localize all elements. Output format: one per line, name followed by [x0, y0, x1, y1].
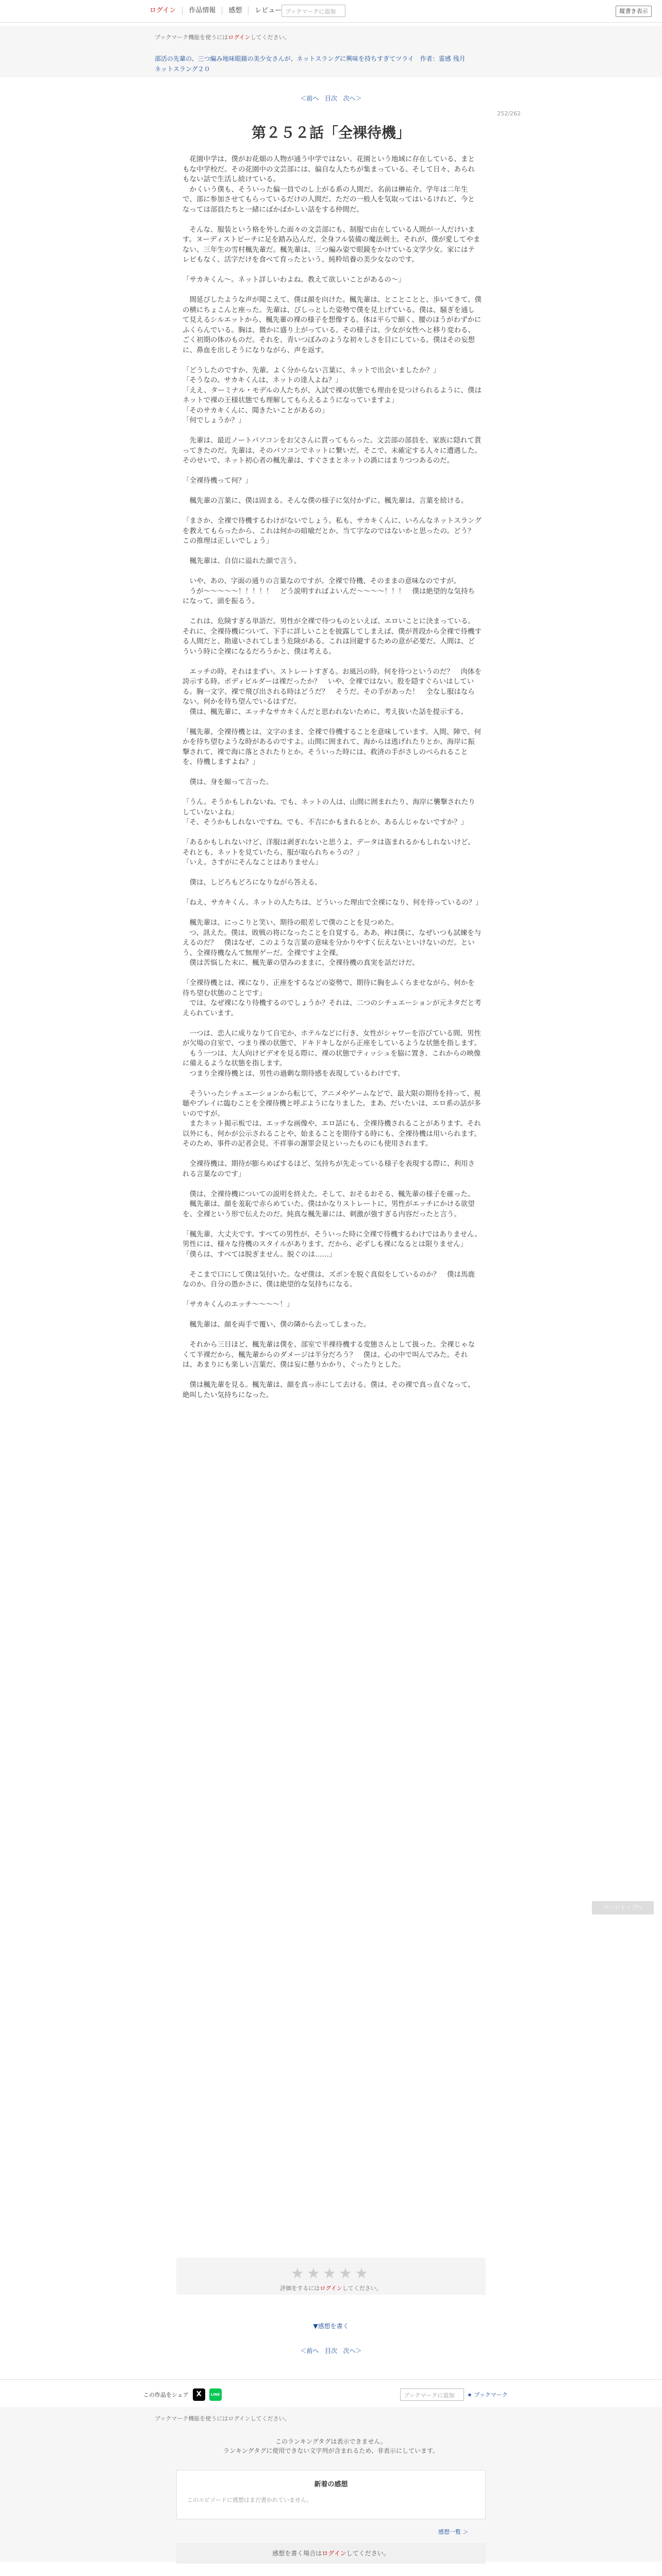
blank-line	[183, 868, 482, 878]
paragraph: 僕は、楓先輩に、エッチなサカキくんだと思われないために、考え抜いた話を提示する。	[183, 707, 468, 716]
blank-line	[183, 1149, 482, 1160]
page-number: 252/262	[497, 110, 521, 117]
x-share-icon[interactable]: X	[193, 2388, 205, 2401]
blank-line	[183, 1219, 482, 1230]
paragraph: 「ねえ、サカキくん。ネットの人たちは、どういった理由で全裸になり、何を待っているの？」	[183, 899, 483, 907]
paragraph: 先輩は、最近ノートパソコンをお父さんに貰ってもらった。文芸部の部員を、家族に隠れて貰ってきたのだ。先輩は、そのパソコンでネットに繋いだ。そこで、未確定する人々に遭遇した。そのせいで、ネット初心者の楓先輩は、すぐさまとネットの渦にはまりつつあるのだ。	[183, 436, 482, 465]
paragraph: 楓先輩は、顔を羞恥で赤らめていた。僕はかなりストレートに、男性がエッチにかける欲望を、全裸という形で伝えたのだ。純真な楓先輩には、刺激が強すぎる内容だったと言う。	[183, 1200, 475, 1218]
blank-line	[183, 1330, 482, 1341]
index-link-bottom[interactable]: 目次	[324, 2347, 337, 2354]
blank-line	[183, 1260, 482, 1270]
ranking-tag-note	[176, 2437, 486, 2455]
paragraph: 「僕らは、すべては脱ぎません。脱ぐのは……」	[183, 1250, 336, 1259]
novel-body	[183, 155, 482, 1400]
paragraph: 「楓先輩、全裸待機とは、文字のまま、全裸で待機することを意味しています。入間、陣で、何かを待ち望むような時があるのですよ。山間に囲まれて、海からは逃げれたりとか、海岸に振撃されて、裸で海に落とされたりとか。そういった時には、救済の手がさしのべられることを、待機しますよね？」	[183, 727, 482, 766]
paragraph: もう一つは、大人向けビデオを見る際に、裸の状態でティッシュを脇に置き、これからの映像に備えるような状態を指します。	[183, 1049, 481, 1067]
blank-line	[183, 215, 482, 225]
bookmark-button[interactable]: ★ ブックマーク	[467, 2392, 508, 2398]
blank-line	[183, 1019, 482, 1029]
ranking-line-1: このランキングタグは表示できません。	[275, 2438, 387, 2445]
paragraph: これは、危険すぎる単語だ。男性が全裸で待つものといえば、エロいことに決まっている。それに、全裸待機について、下手に詳しいことを披露してしまえば、僕が普段から全裸で待機する人間だと、勘違いされてしまう危険がある。これは回避するための意が必要だ。人間は、どういう時に全裸になるだろうかと、僕は考える。	[183, 617, 482, 656]
paragraph: 「サカキくんのエッチ～～～～！」	[183, 1300, 294, 1309]
paragraph: つまり全裸待機とは、男性の過剰な期待感を表現しているわけです。	[183, 1069, 405, 1078]
paragraph: 楓先輩は、にっこりと笑い、期待の眼差しで僕のことを見つめた。	[183, 919, 399, 927]
lower-bookmark-note: ブックマーク機能を使うにはログインしてください。	[155, 2415, 290, 2422]
ranking-line-2: ランキングタグに使用できない文字列が含まれるため、非表示にしています。	[223, 2447, 439, 2454]
paragraph: では、なぜ裸になり待機するのでしょうか？それは、二つのシチュエーションが元ネタだと考えられています。	[183, 999, 482, 1018]
evaluation-login-link[interactable]: ログイン	[320, 2285, 342, 2292]
bookmark-add-field[interactable]: ブックマークに追加	[282, 5, 345, 17]
bookmark-add-field-bottom[interactable]: ブックマークに追加	[400, 2388, 464, 2401]
paragraph: 僕は苦悩した末に、楓先輩の望みのままに、全裸待機の真実を話だけだ。	[183, 959, 419, 967]
paragraph: 「何でしょうか？」	[183, 416, 245, 425]
paragraph: 「ええ、ターミナル・モデルの人たちが、入試で裸の状態でも理由を見つけられるように、僕はネットで裸の王様状態でも理解してもらえるようになっていますよ」	[183, 386, 482, 404]
paragraph: 僕は、身を縮って言った。	[183, 778, 273, 786]
blank-line	[183, 426, 482, 436]
paragraph: 楓先輩は、顔を両手で覆い、僕の隣から去ってしまった。	[183, 1320, 371, 1329]
blank-line	[183, 788, 482, 798]
next-link[interactable]: 次へ＞	[343, 95, 362, 102]
blank-line	[183, 506, 482, 517]
page-top-button[interactable]: ページトップへ	[592, 1901, 654, 1914]
comment-note-tail: してください。	[346, 2550, 390, 2557]
prev-link-bottom[interactable]: ＜前へ	[300, 2347, 319, 2354]
chapter-title: 第２５２話「全裸待機」	[251, 124, 410, 141]
next-link-bottom[interactable]: 次へ＞	[343, 2347, 362, 2354]
impressions-title: 新着の感想	[314, 2481, 348, 2488]
paragraph: またネット掲示板では、エッチな画像や、エロ話にも、全裸待機されることがあります。それ以外にも、何かが公示されることや、始まることを期待する時にも、全裸待機は用いられます。そのため、事件の記者会見、不祥事の謝罪会見といったものにも使用されます。	[183, 1120, 482, 1148]
login-link[interactable]: ログイン	[143, 7, 183, 15]
comment-note-text: 感想を書く場合は	[272, 2550, 322, 2557]
write-comment-link[interactable]: ▼感想を書く	[313, 2323, 349, 2330]
bottom-pager	[0, 2346, 662, 2355]
paragraph: 「そ、そうかもしれないですね。でも、不吉にかもまれるとか、あるんじゃないですか？」	[183, 818, 468, 826]
paragraph: 花園中学は、僕がお花畑の人物が通う中学ではない。花園という地域に存在している、まともな中学校だ。その花園中の文芸部には、偏自な人たちが集まっている。そして日々、あられもない話で生活し続けている。	[183, 155, 475, 183]
rating-stars[interactable]: ★★★★★	[291, 2265, 371, 2282]
evaluation-note-tail: してください。	[342, 2285, 382, 2292]
evaluation-box	[176, 2258, 486, 2295]
blank-line	[183, 1290, 482, 1300]
comment-login-link[interactable]: ログイン	[322, 2550, 346, 2557]
bookmark-note	[155, 33, 290, 41]
paragraph: そういったシチュエーションから転じて、アニメやゲームなどで、最大限の期待を持って、視聴やプレイに臨むことを全裸待機と呼ぶようになりました。まあ、だいたいは、エロ系の話が多いのですが。	[183, 1089, 481, 1118]
paragraph: うが～～～～～！！！！！ どう説明すればよいんだ～～～～！！！ 僕は絶望的な気持ちになって、頭を振るう。	[183, 587, 475, 605]
review-link[interactable]: レビュー	[255, 7, 282, 14]
header-nav	[143, 7, 288, 15]
paragraph: 「そうなの。サカキくんは、ネットの達人よね？」	[183, 376, 342, 384]
blank-line	[183, 285, 482, 296]
paragraph: 「全裸待機って何？」	[183, 477, 252, 485]
paragraph: 僕は、全裸待機についての説明を終えた。そして、おそるおそる、楓先輩の様子を確った。	[183, 1190, 475, 1198]
paragraph: 「全裸待機とは、裸になり、正座をするなどの姿勢で、期待に胸をふくらませながら、何かを待ち望む状態のことです」	[183, 979, 475, 997]
series-title[interactable]: 部活の先輩の、三つ編み地味眼鏡の美少女さんが、ネットスラングに興味を持ちすぎてツライ 作者：	[155, 55, 439, 62]
author-link[interactable]: 霊感 残月	[438, 55, 466, 62]
prev-link[interactable]: ＜前へ	[300, 95, 319, 102]
bookmark-note-text: ブックマーク機能を使うには	[155, 34, 228, 41]
impressions-link[interactable]: 感想	[222, 7, 249, 15]
work-info-link[interactable]: 作品情報	[183, 7, 222, 15]
blank-line	[183, 466, 482, 477]
divider	[0, 2379, 662, 2380]
blank-line	[183, 1310, 482, 1320]
new-impressions-box	[176, 2470, 486, 2519]
impressions-list-link[interactable]: 感想一覧 ＞	[438, 2529, 469, 2535]
blank-line	[183, 265, 482, 276]
blank-line	[183, 1079, 482, 1089]
bookmark-note-tail: してください。	[250, 34, 290, 41]
share-bar	[143, 2388, 508, 2401]
blank-line	[183, 717, 482, 727]
blank-line	[183, 1370, 482, 1381]
paragraph: 楓先輩は、自信に溢れた顔で言う。	[183, 557, 301, 565]
line-share-icon[interactable]: LINE	[209, 2388, 222, 2401]
share-label: この作品をシェア	[143, 2392, 189, 2398]
paragraph: 「楓先輩、大丈夫です。すべての男性が、そういった時に全裸で待機するわけではありません。男性には、様々な待機のスタイルがあります。だから、必ずしも裸になるとは限りません」	[183, 1230, 482, 1248]
paragraph: かくいう僕も、そういった偏一員でのし上がる系の人間だ。名前は榊祐介。学年は二年生で、部に参加させてもらっているだけの人間だ。ただの一般人を気取ってはいるけれど、今となっては部員たちと一緒にばかばかしい話をする仲間だ。	[183, 185, 475, 214]
blank-line	[183, 908, 482, 919]
evaluation-note	[176, 2284, 486, 2292]
series-info	[155, 54, 516, 74]
episode-subtitle: ネットスラング２０	[155, 65, 210, 73]
paragraph: 「うん。そうかもしれないね。でも、ネットの人は、山間に囲まれたり、海岸に襲撃されたりしていないよね」	[183, 798, 475, 817]
index-link[interactable]: 目次	[324, 95, 337, 102]
paragraph: いや、あの、字面の通りの言葉なのですが。全裸で待機、そのままの意味なのですが。	[183, 577, 461, 585]
paragraph: 全裸待機は、期待が膨らめばするほど、気持ちが先走っている様子を表現する際に、利用される言葉なのです」	[183, 1160, 475, 1178]
impressions-empty: このエピソードに感想はまだ書かれていません。	[187, 2497, 312, 2503]
paragraph: それから三日ほど、楓先輩は僕を、部室で半裸待機する変態さんとして扱った。全裸じゃなくて半裸だから、楓先輩からのダメージは半分だろう？ 僕は、心の中で叫んでみた。それは、あまりにも楽しい言葉だ、僕は妄に懸りかかり、ぐったりとした。	[183, 1341, 475, 1369]
paragraph: 「どうしたのですか、先輩。よく分からない言葉に、ネットで出会いましたか？」	[183, 366, 440, 375]
site-header	[0, 0, 662, 23]
evaluation-note-text: 評価をするには	[280, 2285, 320, 2292]
blank-line	[183, 768, 482, 778]
paragraph: 一つは、恋人に成りなりて自宅か、ホテルなどに行き、女性がシャワーを浴びている間、男性が欠場の自室で、つまり裸の状態で、ドキドキしながら正座をしているような状態を指します。	[183, 1029, 482, 1047]
paragraph: 「あるかもしれないけど、洋服は剥ぎれないと思うよ。データは盗まれるかもしれないけど。それとも、ネットを見ていたら、服が取られちゃうの？」	[183, 838, 475, 857]
paragraph: 「まさか、全裸で待機するわけがないでしょう。私も、サカキくんに、いろんなネットスラングを教えてもらったから、これは何かの暗喩だとか、当て字なのではないかと思ったの。どう？ この推理は正しいでしょう」	[183, 517, 482, 545]
blank-line	[183, 567, 482, 577]
comment-login-box	[176, 2543, 486, 2564]
paragraph: 僕は、しどろもどろになりながら答える。	[183, 878, 322, 887]
blank-line	[183, 828, 482, 838]
blank-line	[183, 657, 482, 667]
bookmark-login-link[interactable]: ログイン	[228, 34, 251, 41]
vertical-display-button[interactable]: 縦書き表示	[616, 6, 652, 17]
blank-line	[183, 547, 482, 557]
blank-line	[183, 486, 482, 497]
blank-line	[183, 969, 482, 979]
top-pager	[0, 94, 662, 103]
paragraph: 「そのサカキくんに、聞きたいことがあるの」	[183, 406, 329, 415]
paragraph: そこまで口にして僕は気付いた。なぜ僕は、ズボンを脱ぐ真似をしているのか？ 僕は馬鹿なのか。自分の愚かさに、僕は絶望的な気持ちになる。	[183, 1270, 475, 1289]
paragraph: 楓先輩の言葉に、僕は固まる。そんな僕の様子に気付かずに、楓先輩は、言葉を続ける。	[183, 497, 468, 505]
blank-line	[183, 1179, 482, 1190]
blank-line	[183, 355, 482, 366]
blank-line	[183, 607, 482, 617]
blank-line	[183, 888, 482, 899]
paragraph: 間延びしたような声が聞こえて、僕は顔を向けた。楓先輩は、とことことと、歩いてきて、僕の横にちょこんと座った。先輩は、びしっとした姿勢で僕を見上げている。僕は、騒ぎを通して見えるシルエットから、楓先輩の裸の様子を想像する。体は平らで細く、腰のほうがわずかにふくらんでいる。胸は、微かに盛り上がっている。その様子は、少女が女性へと移り変わる、ごく初期の体のものだ。それを、青いつぼみのような初々しさを目にしている。僕はその妄想に、鼻血を出しそうになりながら、声を返す。	[183, 296, 482, 354]
paragraph: 「いえ。さすがにそんなことはありません」	[183, 858, 322, 867]
paragraph: そんな、服装という格を外した面々の文芸部にも、制服で由在している人間が一人だけいます。ヌーディストビーチに足を踏み込んだ、全身フル装備の魔法剣士。それが、僕が愛してやまない、三年生の雪村楓先輩だ。楓先輩は、三つ編み姿で眼鏡をかけている文学少女。家にはテレビもなく、活字だけを食べて育ったという、純粋培養の美少女なのです。	[183, 225, 481, 264]
paragraph: つ、訊えた。僕は、敗戦の将になったことを自覚する。ああ、神は僕に、なぜいつも試練を与えるのだ？ 僕はなぜ、このような言葉の意味を分かりやすく伝えないといけないのだ。という、全裸待機なんて無理ゲーだ。全裸ですよ全裸。	[183, 928, 482, 957]
paragraph: 僕は楓先輩を見る。楓先輩は、顔を真っ赤にして去ける。僕は、その裸で真っ直ぐなって、絶叫したい気持ちになった。	[183, 1381, 475, 1399]
paragraph: 「サカキくん～。ネット詳しいわよね。教えて欲しいことがあるの～」	[183, 276, 405, 284]
paragraph: エッチの時。それはまずい。ストレートすぎる。お風呂の時。何を待つというのだ？ 肉体を誇示する時。ボディビルダーは裸だったか？ いや、全裸ではない。股を隠すぐらいはしている。胸一文字、裸で飛び出される時はどうだ？ そうだ。その手があった！ 全なし服はならない。何かを待ち望んでいるはずだ。	[183, 667, 482, 706]
